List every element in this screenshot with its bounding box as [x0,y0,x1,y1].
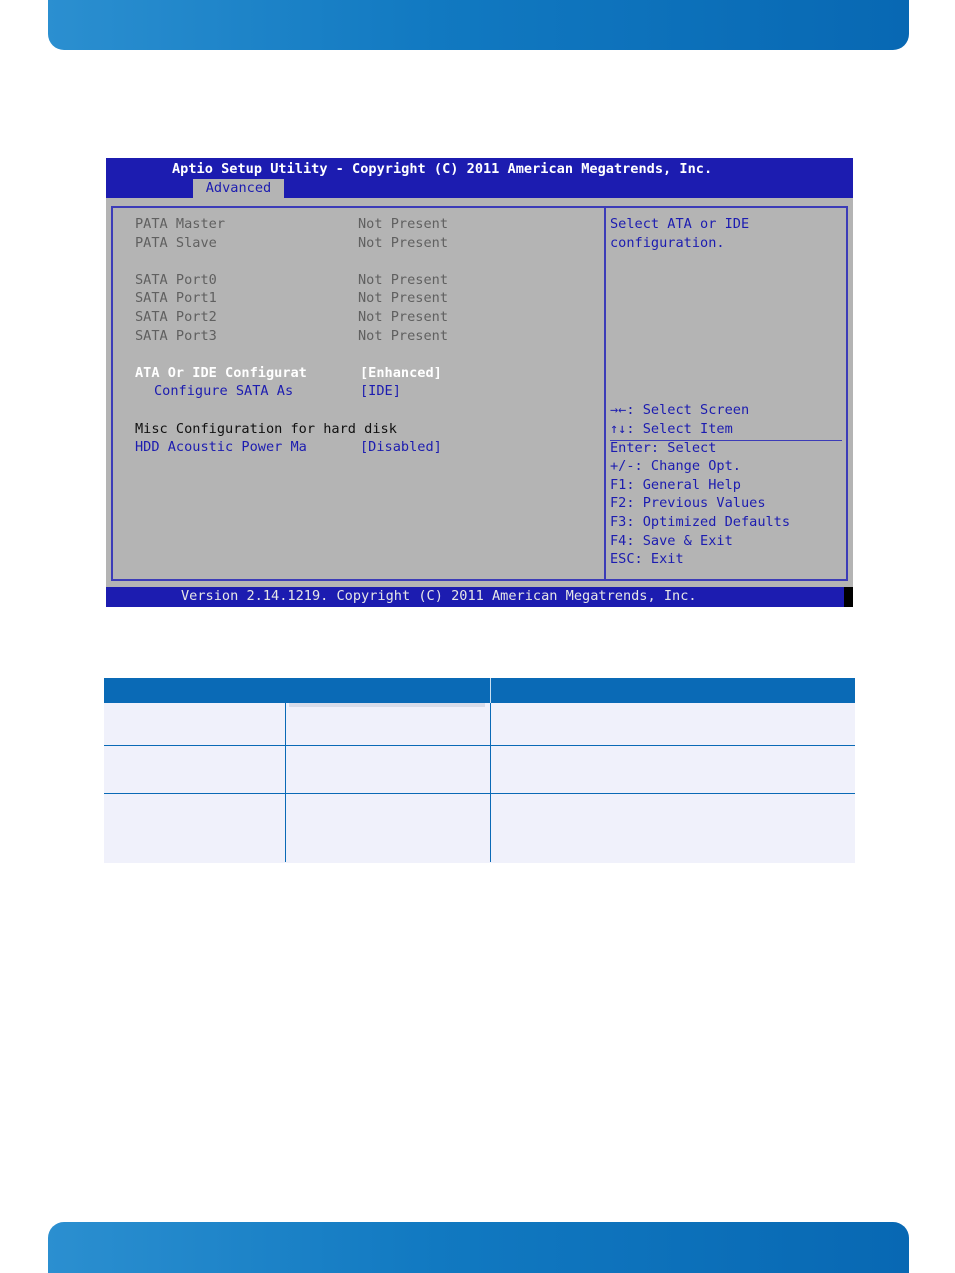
bios-settings-panel [111,206,606,581]
help-text-line: Select ATA or IDE [610,216,750,232]
ata-ide-config-value[interactable]: [Enhanced] [360,364,442,381]
table-header [104,678,855,703]
key-hint: →←: Select Screen [610,402,750,419]
settings-table [104,678,855,862]
help-text-line: configuration. [610,234,725,251]
column-divider [285,703,286,862]
header-banner [48,0,909,50]
sata-port3-value: Not Present [358,327,449,344]
table-sub-strip [289,703,485,707]
pata-slave-label: PATA Slave [135,234,217,251]
bios-footer-text: Version 2.14.1219. Copyright (C) 2011 American Megatrends, Inc. [181,588,697,604]
bios-title: Aptio Setup Utility - Copyright (C) 2011 American Megatrends, Inc. [172,161,713,177]
pata-master-label: PATA Master [135,216,226,232]
sata-port2-label: SATA Port2 [135,309,217,325]
sata-port3-label: SATA Port3 [135,327,217,344]
pata-master-value: Not Present [358,216,449,232]
bios-header [106,158,853,198]
key-hint: ↑↓: Select Item [610,421,733,437]
key-hint: F1: General Help [610,476,741,493]
footer-banner [48,1222,909,1273]
sata-port1-value: Not Present [358,290,449,307]
column-divider [490,703,491,862]
tab-advanced[interactable]: Advanced [193,179,284,198]
key-hint: +/-: Change Opt. [610,458,741,475]
configure-sata-as-label[interactable]: Configure SATA As [154,383,294,400]
sata-port0-value: Not Present [358,271,449,288]
key-hint: F3: Optimized Defaults [610,514,791,530]
header-divider [490,678,491,703]
configure-sata-as-value[interactable]: [IDE] [360,383,401,400]
key-hint: F4: Save & Exit [610,532,733,549]
pata-slave-value: Not Present [358,234,449,251]
sata-port2-value: Not Present [358,309,449,325]
ata-ide-config-label[interactable]: ATA Or IDE Configurat [135,364,307,381]
sata-port1-label: SATA Port1 [135,290,217,307]
key-hint: ESC: Exit [610,551,684,568]
table-row [104,793,855,863]
bios-corner [844,587,853,607]
bios-screenshot [106,158,853,607]
bios-footer [106,587,844,607]
hdd-acoustic-label[interactable]: HDD Acoustic Power Ma [135,439,307,456]
table-row [104,745,855,794]
table-row [104,703,855,745]
misc-config-heading: Misc Configuration for hard disk [135,420,397,437]
sata-port0-label: SATA Port0 [135,271,217,288]
key-hint: F2: Previous Values [610,495,766,512]
bios-help-panel [604,206,848,581]
hdd-acoustic-value[interactable]: [Disabled] [360,439,442,456]
key-hint: Enter: Select [610,439,717,456]
